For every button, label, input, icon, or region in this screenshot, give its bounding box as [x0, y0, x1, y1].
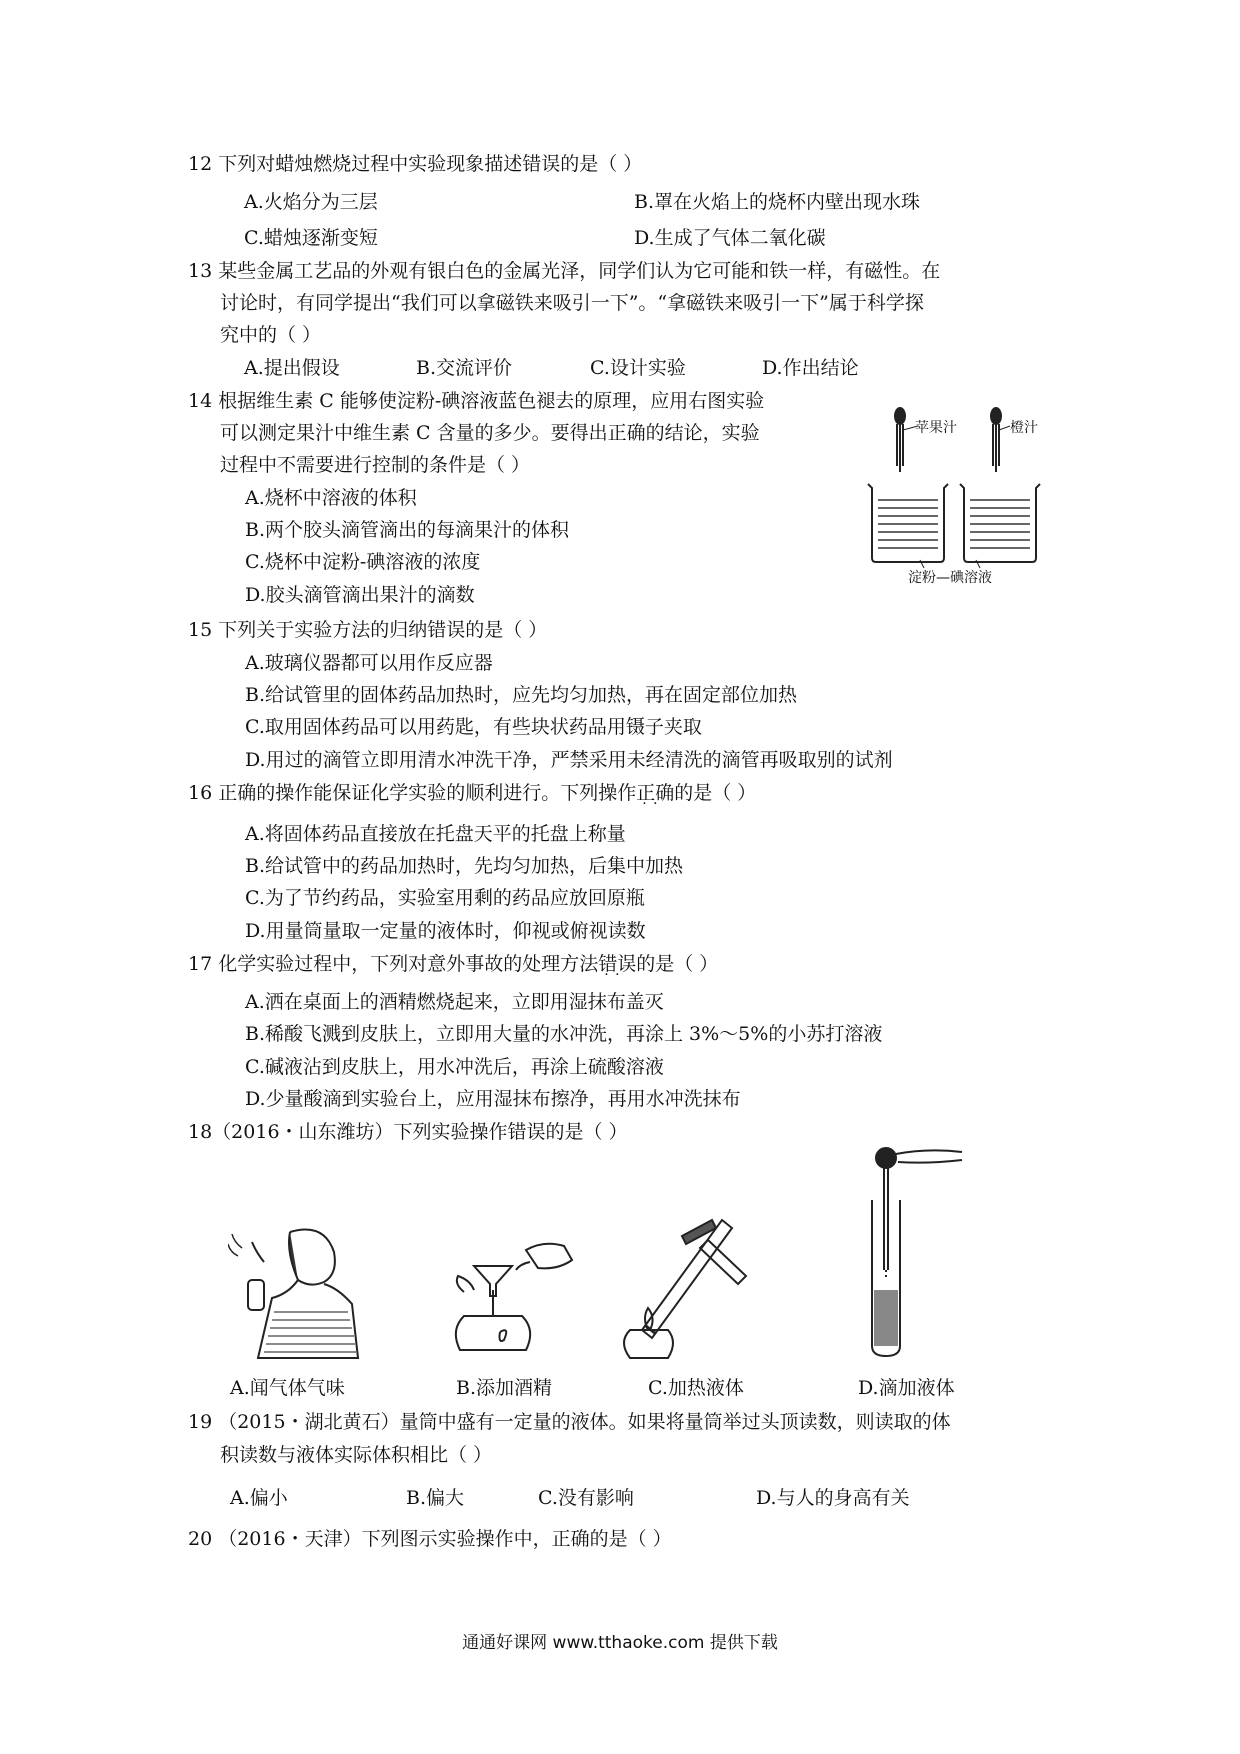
question-16-stem [188, 781, 756, 805]
question-19-stem-line1: 19 （2015・湖北黄石）量筒中盛有一定量的液体。如果将量筒举过头顶读数，则读取的体 [188, 1411, 951, 1433]
q15-option-a: A.玻璃仪器都可以用作反应器 [245, 652, 493, 674]
label-apple-juice: 苹果汁 [915, 420, 957, 436]
question-17-stem [188, 952, 718, 976]
q16-option-c: C.为了节约药品，实验室用剩的药品应放回原瓶 [245, 887, 645, 909]
question-18-stem: 18（2016・山东潍坊）下列实验操作错误的是（ ） [188, 1121, 628, 1143]
q16-option-d: D.用量筒量取一定量的液体时，仰视或俯视读数 [245, 920, 646, 942]
q17-option-b: B.稀酸飞溅到皮肤上，立即用大量的水冲洗，再涂上 3%～5%的小苏打溶液 [245, 1023, 883, 1045]
beaker-dropper-figure [860, 400, 1060, 588]
figure-d-drop-liquid [858, 1140, 968, 1360]
question-15-stem: 15 下列关于实验方法的归纳错误的是（ ） [188, 619, 548, 641]
page-footer: 通通好课网 www.tthaoke.com 提供下载 [462, 1633, 778, 1653]
q18-caption-d: D.滴加液体 [858, 1377, 955, 1399]
question-13-stem-line3: 究中的（ ） [220, 324, 322, 346]
q13-option-c: C.设计实验 [590, 357, 686, 379]
q14-option-b: B.两个胶头滴管滴出的每滴果汁的体积 [245, 519, 570, 541]
q18-caption-b: B.添加酒精 [456, 1377, 553, 1399]
question-13-stem-line2: 讨论时，有同学提出“我们可以拿磁铁来吸引一下”。“拿磁铁来吸引一下”属于科学探 [220, 292, 924, 314]
q16-option-b: B.给试管中的药品加热时，先均匀加热，后集中加热 [245, 855, 684, 877]
q12-option-d: D.生成了气体二氧化碳 [634, 227, 826, 249]
q17-stem-tail: 的是（ ） [636, 953, 719, 975]
q12-option-b: B.罩在火焰上的烧杯内壁出现水珠 [634, 191, 921, 213]
q15-option-d: D.用过的滴管立即用清水冲洗干净，严禁采用未经清洗的滴管再吸取别的试剂 [245, 749, 893, 771]
q15-option-c: C.取用固体药品可以用药匙，有些块状药品用镊子夹取 [245, 716, 702, 738]
q19-option-c: C.没有影响 [538, 1487, 634, 1509]
question-14-stem-line3: 过程中不需要进行控制的条件是（ ） [220, 454, 531, 476]
q16-stem-tail: 的是（ ） [674, 782, 757, 804]
question-14-stem-line2: 可以测定果汁中维生素 C 含量的多少。要得出正确的结论，实验 [220, 422, 760, 444]
q19-option-b: B.偏大 [406, 1487, 465, 1509]
q17-option-c: C.碱液沾到皮肤上，用水冲洗后，再涂上硫酸溶液 [245, 1056, 664, 1078]
q19-option-d: D.与人的身高有关 [756, 1487, 910, 1509]
q17-option-a: A.洒在桌面上的酒精燃烧起来，立即用湿抹布盖灭 [245, 991, 664, 1013]
q13-option-a: A.提出假设 [244, 357, 340, 379]
q12-option-c: C.蜡烛逐渐变短 [244, 227, 378, 249]
figure-c-heat-liquid [612, 1200, 752, 1360]
q17-emphasis: 错误 · · [598, 952, 636, 976]
label-starch-iodine: 淀粉—碘溶液 [908, 570, 992, 586]
q19-option-a: A.偏小 [230, 1487, 288, 1509]
label-orange-juice: 橙汁 [1010, 420, 1038, 436]
q17-stem-text: 17 化学实验过程中，下列对意外事故的处理方法 [188, 953, 599, 975]
q15-option-b: B.给试管里的固体药品加热时，应先均匀加热，再在固定部位加热 [245, 684, 798, 706]
q14-option-a: A.烧杯中溶液的体积 [245, 487, 417, 509]
question-20-stem: 20 （2016・天津）下列图示实验操作中，正确的是（ ） [188, 1528, 672, 1550]
q18-caption-a: A.闻气体气味 [230, 1377, 345, 1399]
question-14-stem-line1: 14 根据维生素 C 能够使淀粉-碘溶液蓝色褪去的原理，应用右图实验 [188, 390, 765, 412]
q14-option-d: D.胶头滴管滴出果汁的滴数 [245, 584, 475, 606]
figure-a-smell-gas [228, 1222, 368, 1362]
q16-stem-text: 16 正确的操作能保证化学实验的顺利进行。下列操作 [188, 782, 637, 804]
q16-option-a: A.将固体药品直接放在托盘天平的托盘上称量 [245, 823, 626, 845]
question-13-stem-line1: 13 某些金属工艺品的外观有银白色的金属光泽，同学们认为它可能和铁一样，有磁性。在 [188, 260, 941, 282]
question-19-stem-line2: 积读数与液体实际体积相比（ ） [220, 1444, 493, 1466]
q13-option-b: B.交流评价 [416, 357, 513, 379]
question-12-stem: 12 下列对蜡烛燃烧过程中实验现象描述错误的是（ ） [188, 153, 643, 175]
q12-option-a: A.火焰分为三层 [244, 191, 378, 213]
q18-caption-c: C.加热液体 [648, 1377, 744, 1399]
q13-option-d: D.作出结论 [762, 357, 859, 379]
q16-emphasis: 正确 · · [636, 781, 674, 805]
q14-option-c: C.烧杯中淀粉-碘溶液的浓度 [245, 551, 481, 573]
figure-b-add-alcohol [440, 1240, 580, 1360]
q17-option-d: D.少量酸滴到实验台上，应用湿抹布擦净，再用水冲洗抹布 [245, 1088, 741, 1110]
